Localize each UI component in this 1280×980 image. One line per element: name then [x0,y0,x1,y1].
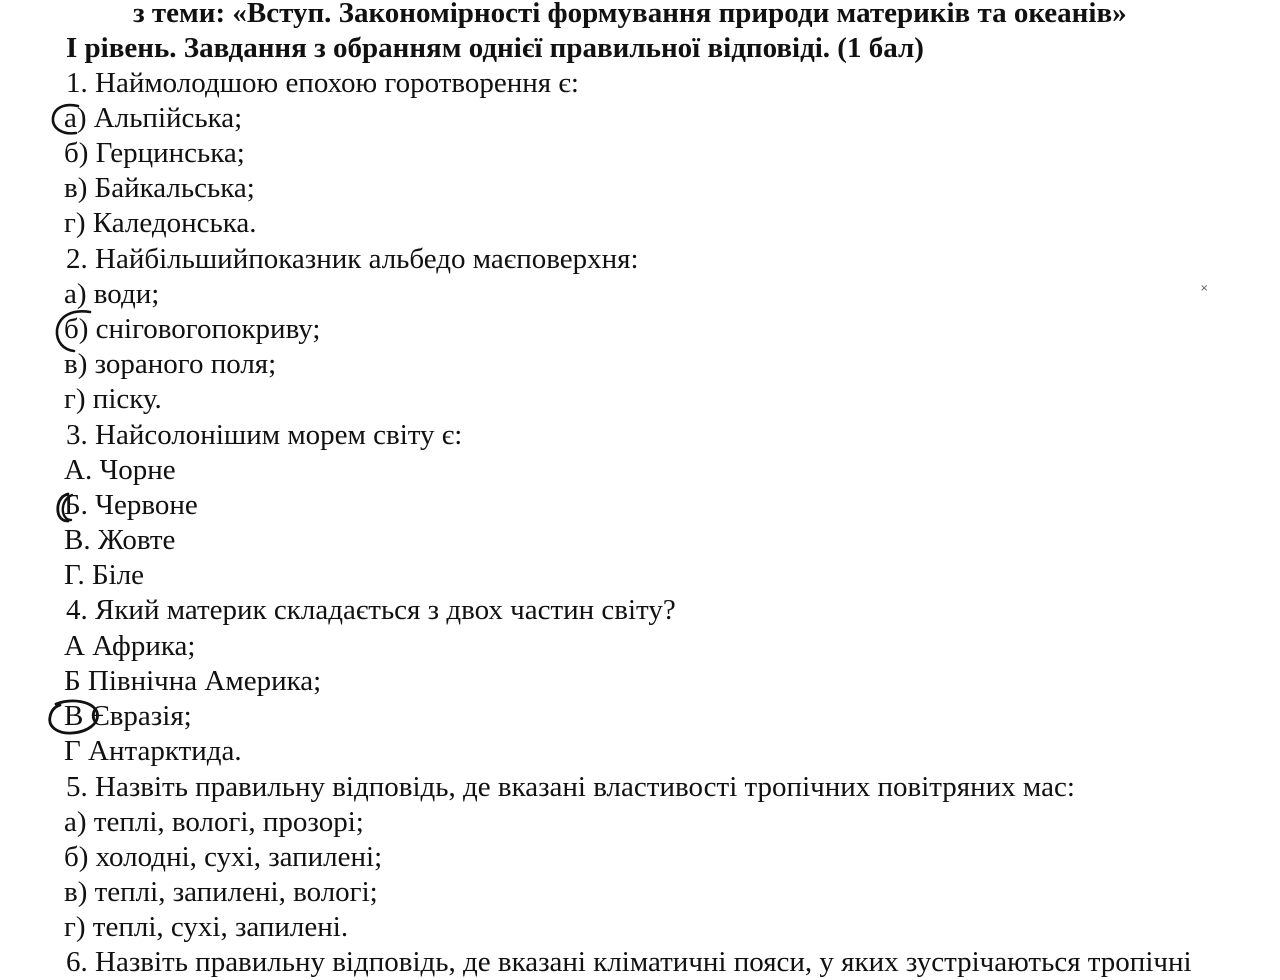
question-3-option-b: Б. Червоне [64,489,198,521]
question-4-option-d: Г Антарктида. [64,735,242,767]
question-4-option-c: В Євразія; [64,700,192,732]
question-1-option-c: в) Байкальська; [64,172,255,204]
question-3-option-a: А. Чорне [64,454,176,486]
question-5-option-c: в) теплі, запилені, вологі; [64,876,378,908]
question-2-option-b: б) сніговогопокриву; [64,313,321,345]
question-2-option-c: в) зораного поля; [64,348,277,380]
question-5-text: 5. Назвіть правильну відповідь, де вказані властивості тропічних повітряних мас: [66,771,1075,803]
question-2-text: 2. Найбільшийпоказник альбедо маєповерхня: [66,243,639,275]
question-2-option-a: а) води; [64,278,160,310]
question-5-option-b: б) холодні, сухі, запилені; [64,841,383,873]
question-1-option-b: б) Герцинська; [64,137,245,169]
question-5-option-d: г) теплі, сухі, запилені. [64,911,349,943]
question-1-text: 1. Наймолодшою епохою горотворення є: [66,67,579,99]
topic-line: з теми: «Вступ. Закономірності формування природи материків та океанів» [133,0,1127,29]
question-1-option-d: г) Каледонська. [64,207,257,239]
question-3-option-d: Г. Біле [64,559,145,591]
question-5-option-a: а) теплі, вологі, прозорі; [64,806,364,838]
question-4-option-b: Б Північна Америка; [64,665,322,697]
question-1-option-a: а) Альпійська; [64,102,243,134]
question-3-text: 3. Найсолонішим морем світу є: [66,419,463,451]
question-4-option-a: А Африка; [64,630,196,662]
question-4-text: 4. Який материк складається з двох частин світу? [66,594,676,626]
question-3-option-c: В. Жовте [64,524,176,556]
level-heading: І рівень. Завдання з обранням однієї правильної відповіді. (1 бал) [66,32,924,64]
question-6-cut-off-text: 6. Назвіть правильну відповідь, де вказані кліматичні пояси, у яких зустрічаються тропічні [66,946,1192,978]
stray-mark: × [1200,283,1209,294]
question-2-option-d: г) піску. [64,383,162,415]
